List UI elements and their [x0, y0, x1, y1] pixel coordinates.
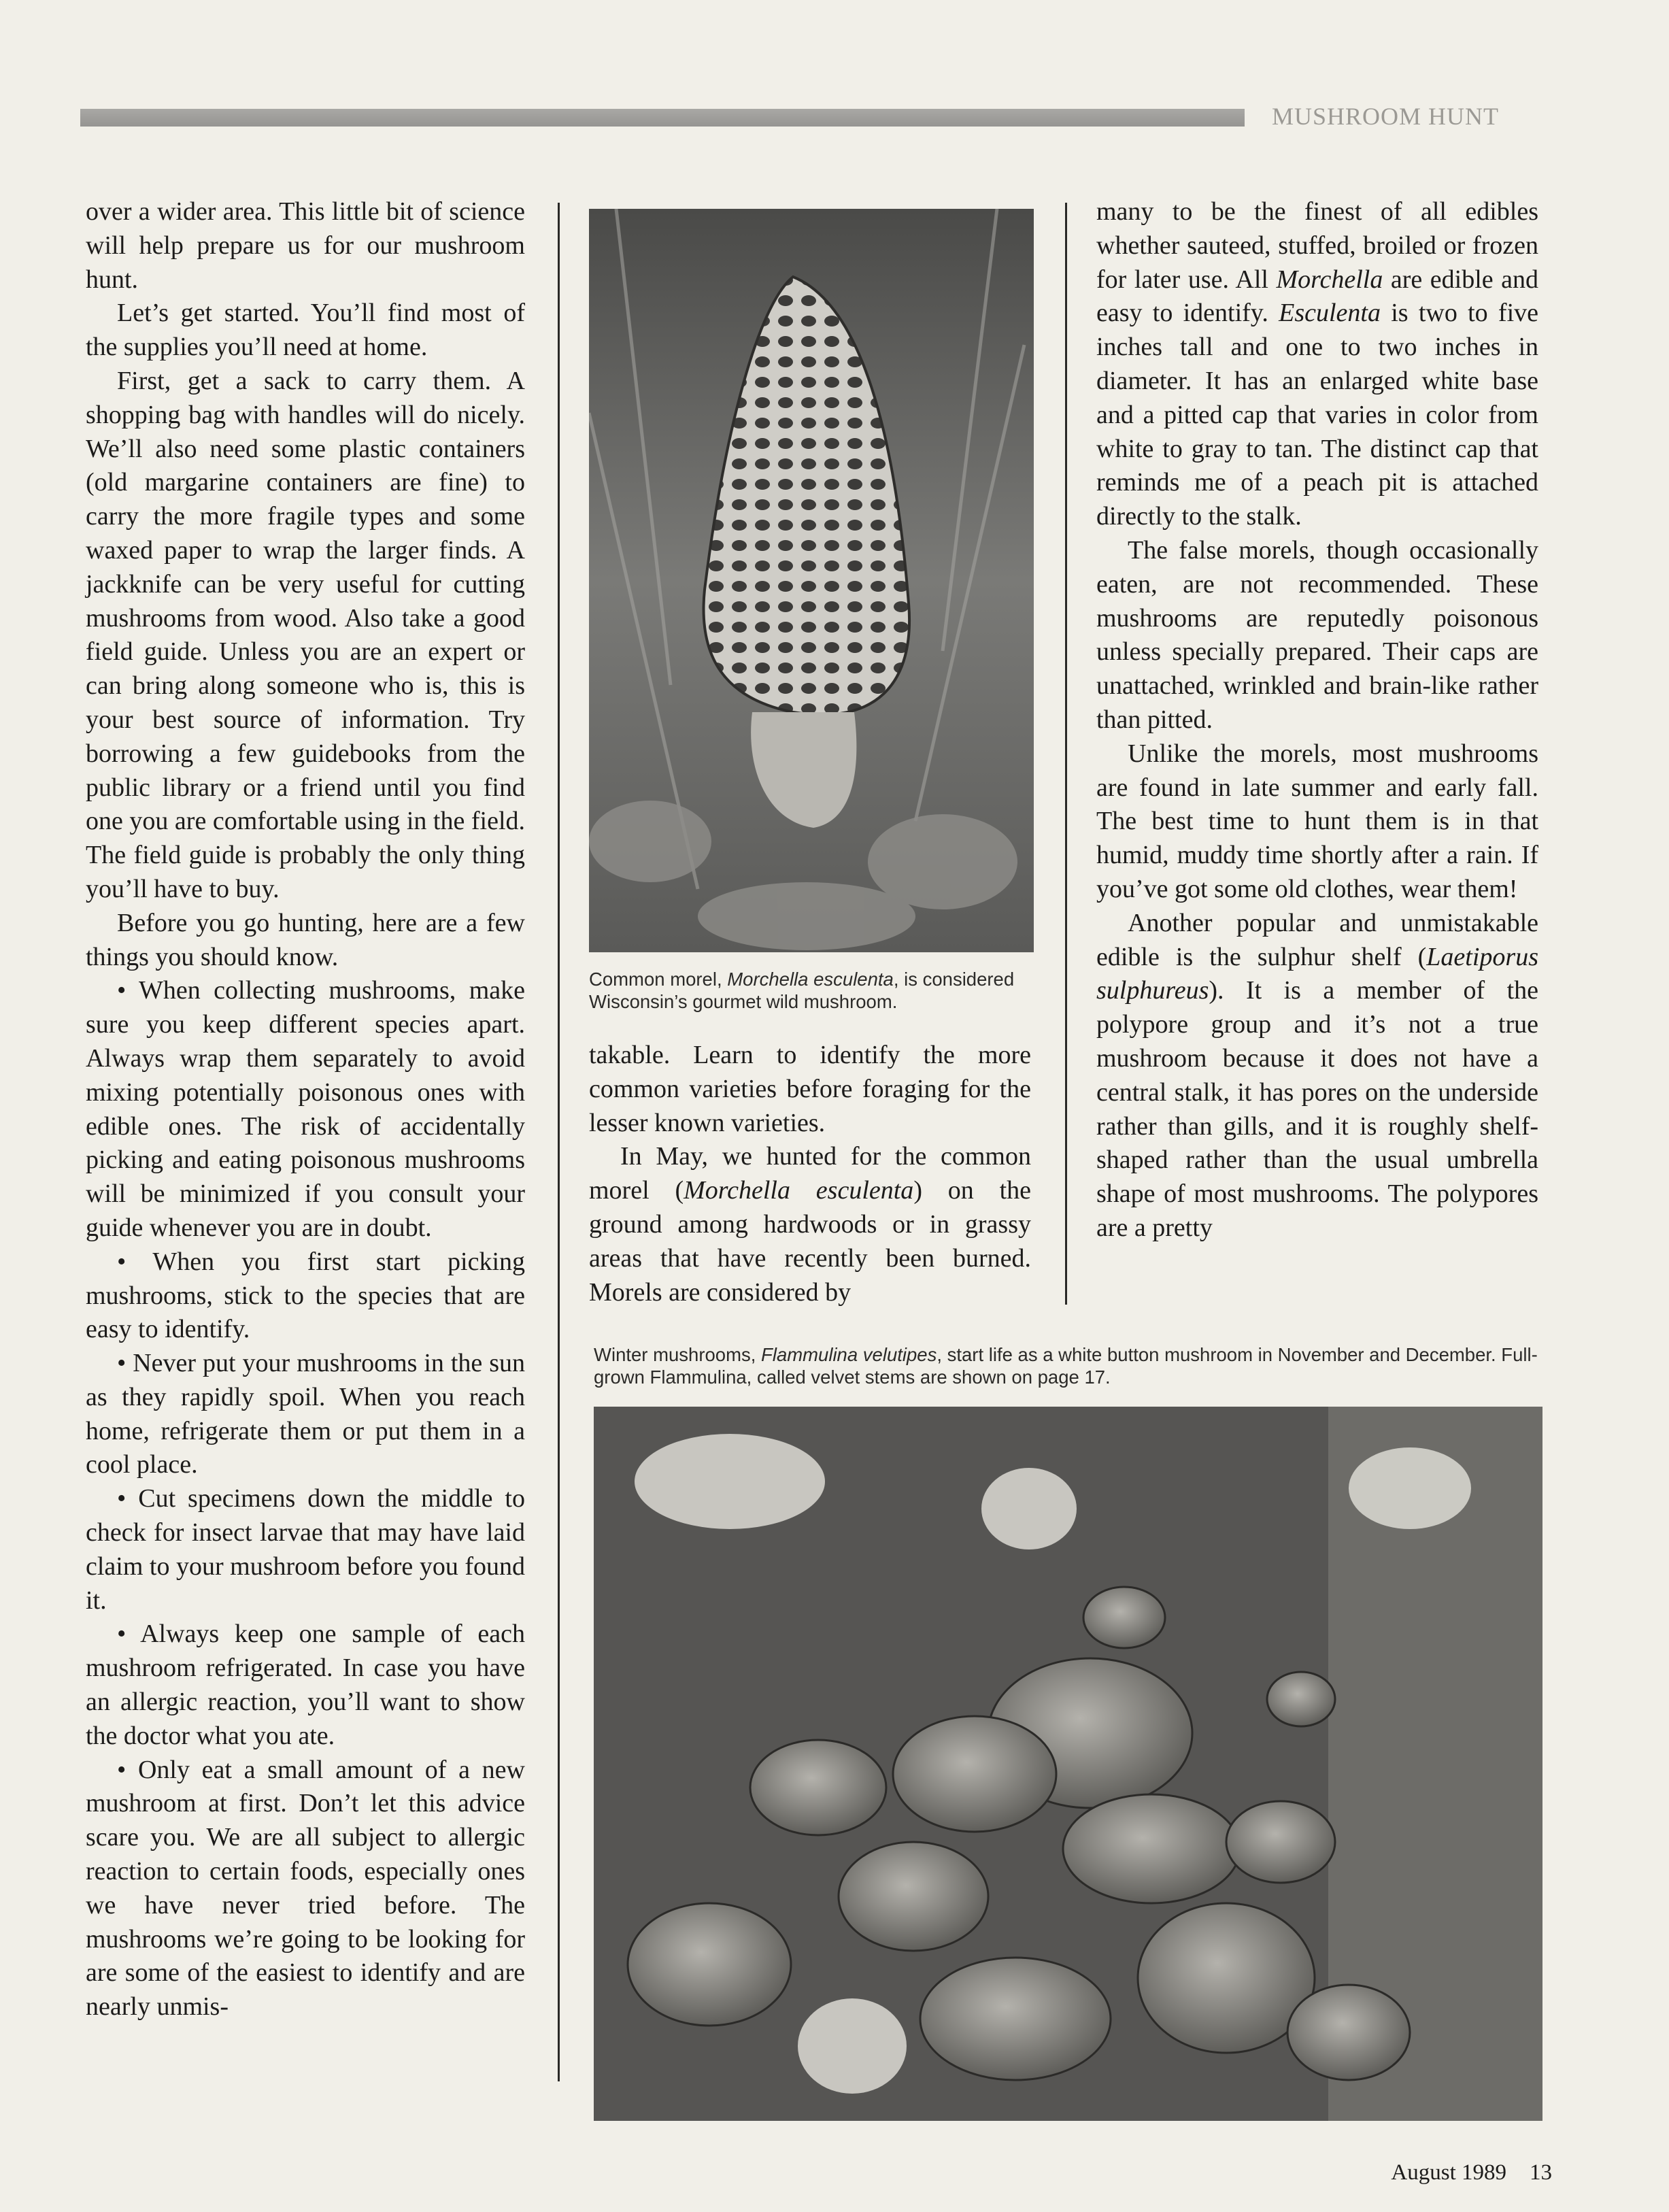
paragraph: many to be the finest of all edibles whether sauteed, stuffed, broiled or frozen for later use. All Morchella are edible and easy to identify. Esculenta is two to five inches tall and one to two inches in diameter. It has an enlarged white base and a pitted cap that varies in color from white to gray to tan. The distinct cap that reminds me of a peach pit is attached directly to the stalk.: [1096, 197, 1539, 531]
article-column-1: [86, 195, 525, 2100]
bullet-item: • Always keep one sample of each mushroom refrigerated. In case you have an allergic reaction, you’ll want to show the doctor what you ate.: [86, 1620, 525, 1750]
paragraph: Unlike the morels, most mushrooms are found in late summer and early fall. The best time to hunt them is in that humid, muddy time shortly after a rain. If you’ve got some old clothes, wear them!: [1096, 739, 1538, 903]
bullet-item: • Only eat a small amount of a new mushroom at first. Don’t let this advice scare you. We are all subject to allergic reaction to certain foods, especially ones we have never tried before. The mushrooms we’re going to be looking for are some of the easiest to identify and are nearly unmis-: [86, 1755, 525, 2022]
article-column-2: [589, 1039, 1031, 1324]
page-number: 13: [1530, 2160, 1552, 2185]
bullet-item: • When you first start picking mushrooms, stick to the species that are easy to identify.: [86, 1247, 525, 1344]
column-divider: [1065, 203, 1067, 1305]
paragraph: First, get a sack to carry them. A shopping bag with handles will do nicely. We’ll also need some plastic containers (old margarine containers are fine) to carry the more fragile types and some waxed paper to wrap the larger finds. A jackknife can be very useful for cutting mushrooms from wood. Also take a good field guide. Unless you are an expert or can bring along someone who is, this is your best source of information. Try borrowing a few guidebooks from the public library or a friend until you find one you are comfortable using in the field. The field guide is probably the only thing you’ll have to buy.: [86, 366, 525, 903]
paragraph: Before you go hunting, here are a few things you should know.: [86, 908, 525, 971]
paragraph: over a wider area. This little bit of science will help prepare us for our mushroom hunt.: [86, 197, 525, 294]
bullet-item: • Cut specimens down the middle to check for insect larvae that may have laid claim to your mushroom before you found it.: [86, 1484, 525, 1615]
paragraph: Another popular and unmistakable edible is the sulphur shelf (Laetiporus sulphureus). It is a member of the polypore group and it’s not a true mushroom because it does not have a central stalk, it has pores on the underside rather than gills, and it is roughly shelf-shaped rather than the usual umbrella shape of most mushrooms. The polypores are a pretty: [1096, 908, 1538, 1242]
paragraph: The false morels, though occasionally eaten, are not recommended. These mushrooms are reputedly poisonous unless specially prepared. Their caps are unattached, wrinkled and brain-like rather than pitted.: [1096, 535, 1538, 734]
header-rule-bar: [80, 109, 1245, 127]
paragraph: Let’s get started. You’ll find most of the supplies you’ll need at home.: [86, 299, 525, 362]
bullet-item: • Never put your mushrooms in the sun as they rapidly spoil. When you reach home, refrigerate them or put them in a cool place.: [86, 1349, 525, 1479]
morel-photo-caption: Common morel, Morchella esculenta, is considered Wisconsin’s gourmet wild mushroom.: [589, 969, 1015, 1012]
paragraph: takable. Learn to identify the more common varieties before foraging for the lesser known varieties.: [589, 1041, 1031, 1137]
section-title: MUSHROOM HUNT: [1272, 103, 1500, 130]
bullet-item: • When collecting mushrooms, make sure you keep different species apart. Always wrap them separately to avoid mixing potentially poisonous ones with edible ones. The risk of accidentally picking and eating poisonous mushrooms will be minimized if you consult your guide whenever you are in doubt.: [86, 976, 525, 1242]
issue-date: August 1989: [1391, 2160, 1506, 2185]
morel-photo: [589, 209, 1034, 952]
article-column-3: [1096, 195, 1538, 1324]
winter-mushroom-caption: Winter mushrooms, Flammulina velutipes, start life as a white button mushroom in November and December. Full-grown Flammulina, called velvet stems are shown on page 17.: [594, 1344, 1538, 1388]
paragraph: In May, we hunted for the common morel (Morchella esculenta) on the ground among hardwoods or in grassy areas that have recently been burned. Morels are considered by: [589, 1142, 1032, 1307]
column-divider: [558, 203, 560, 2081]
page-footer: [1362, 2160, 1552, 2185]
winter-mushroom-photo: [594, 1407, 1542, 2121]
